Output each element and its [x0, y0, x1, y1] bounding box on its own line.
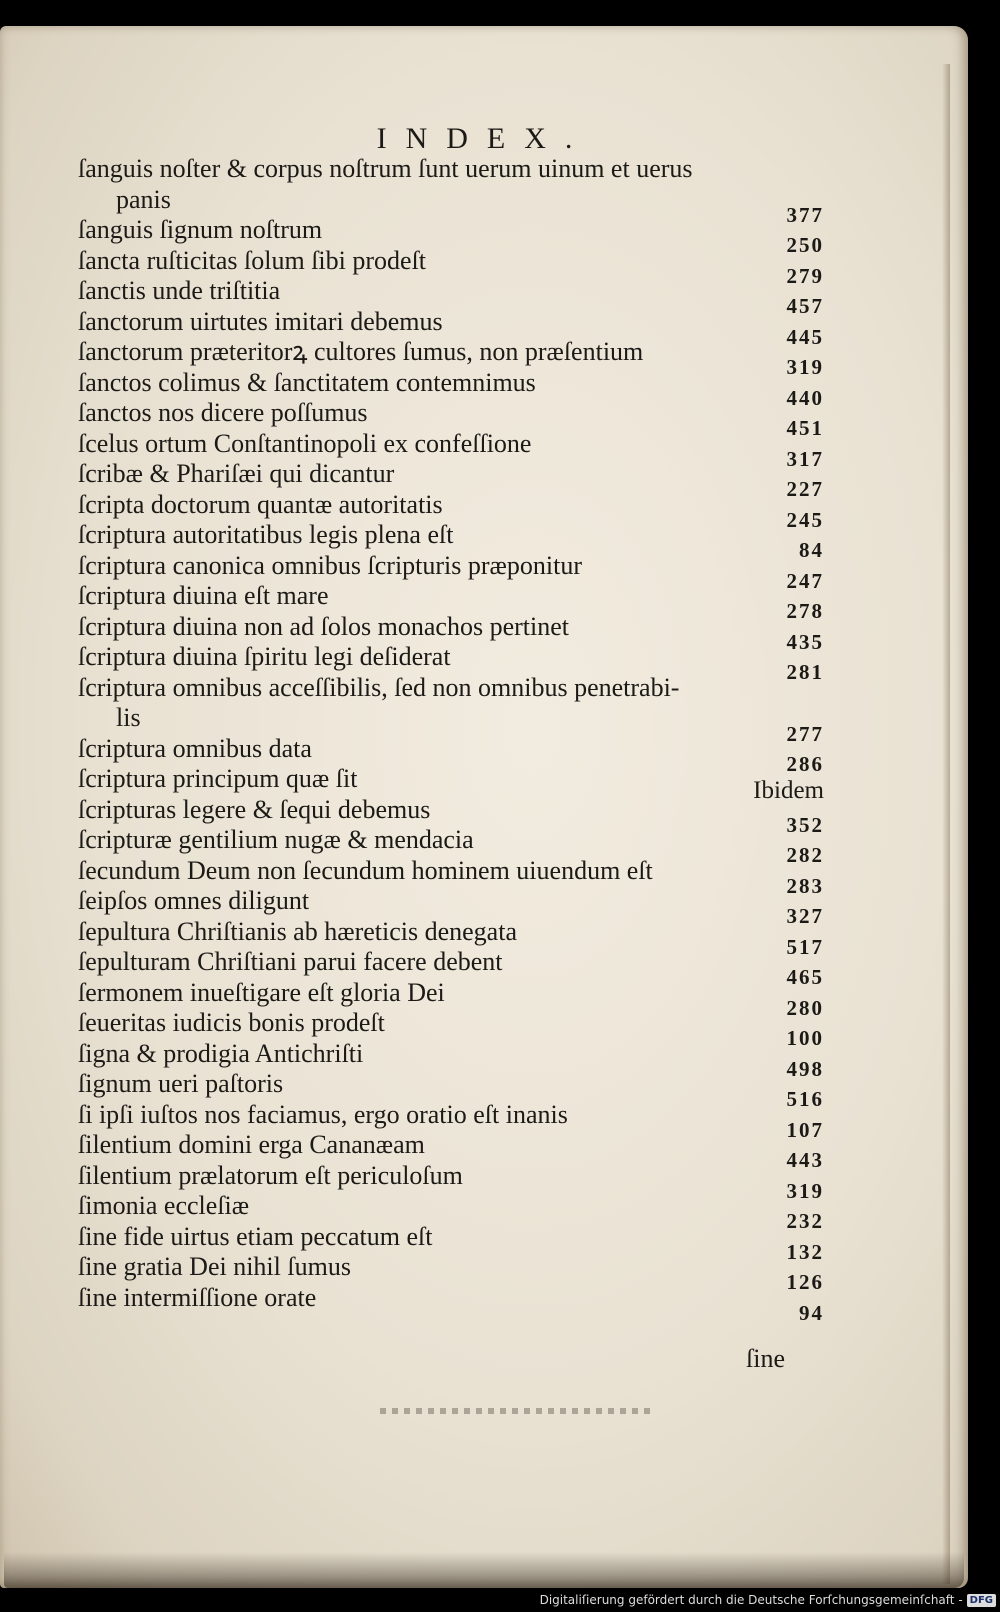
- entry-page-number: 280: [786, 995, 824, 1020]
- entry-page-number: 250: [786, 233, 824, 257]
- entry-text: ſine gratia Dei nihil ſumus: [78, 1252, 351, 1281]
- page-edge-shadow: [942, 64, 950, 1584]
- entry-page-number: 465: [786, 965, 824, 989]
- entry-page-number: 377: [786, 203, 824, 227]
- entry-text: ſcelus ortum Conſtantinopoli ex confeſſione: [78, 428, 532, 458]
- entry-page-number: 319: [786, 355, 824, 379]
- entry-continuation: panis: [116, 184, 171, 214]
- index-entry: [78, 825, 824, 867]
- entry-text: ſcripturæ gentilium nugæ & mendacia: [78, 825, 474, 854]
- page-bottom-shadow: [4, 1552, 964, 1588]
- dfg-logo: DFG: [967, 1594, 996, 1607]
- digitization-credit: [540, 1590, 996, 1610]
- entry-page-number: 281: [786, 660, 824, 684]
- entry-text: ſanctos nos dicere poſſumus: [78, 398, 368, 427]
- entry-text: ſilentium domini erga Cananæam: [78, 1130, 425, 1159]
- entry-text: ſcriptura diuina non ad ſolos monachos pertinet: [78, 611, 569, 641]
- entry-page-number: 517: [786, 934, 824, 959]
- index-entry: [78, 764, 824, 804]
- entry-page-number: 352: [786, 812, 824, 837]
- entry-page-number: 107: [786, 1117, 824, 1142]
- entry-page-number: 278: [786, 599, 824, 623]
- index-entry: [78, 886, 824, 928]
- entry-text: ſermonem inueſtigare eſt gloria Dei: [78, 977, 445, 1007]
- entry-text: ſancta ruſticitas ſolum ſibi prodeſt: [78, 245, 427, 275]
- entry-text: ſecundum Deum non ſecundum hominem uiuendum eſt: [78, 855, 653, 885]
- entry-text: ſeipſos omnes diligunt: [78, 886, 310, 915]
- entry-page-number: 100: [786, 1026, 824, 1050]
- entry-page-number: 317: [786, 446, 824, 471]
- entry-page-number: 443: [786, 1148, 824, 1172]
- entry-page-number: 245: [786, 507, 824, 532]
- entry-text: ſimonia eccleſiæ: [78, 1191, 250, 1220]
- entry-page-number: 126: [786, 1270, 824, 1294]
- entry-page-number: 283: [786, 873, 824, 898]
- entry-page-number: 498: [786, 1056, 824, 1081]
- index-entry: [78, 520, 824, 562]
- entry-page-number: 232: [786, 1209, 824, 1233]
- entry-text: ſanctos colimus & ſanctitatem contemnimus: [78, 367, 536, 397]
- catchword: ſine: [746, 1344, 785, 1373]
- page-title: INDEX.: [376, 122, 592, 155]
- index-entry: [78, 581, 824, 623]
- entry-text: ſcriptura principum quæ ſit: [78, 764, 358, 793]
- entry-text: ſanctorum uirtutes imitari debemus: [78, 306, 443, 336]
- entry-text: ſcripta doctorum quantæ autoritatis: [78, 489, 443, 519]
- entry-page-number: 516: [786, 1087, 824, 1111]
- entry-page-number: Ibidem: [753, 777, 824, 804]
- index-entry: [78, 1252, 824, 1294]
- entry-text: ſcriptura diuina eſt mare: [78, 581, 329, 610]
- index-entry: [78, 642, 824, 684]
- entry-page-number: 319: [786, 1178, 824, 1203]
- entry-text: ſilentium prælatorum eſt periculoſum: [78, 1160, 463, 1190]
- index-entry: [78, 154, 824, 227]
- index-entry: [78, 398, 824, 440]
- index-entry: [78, 794, 824, 837]
- index-entry: [78, 947, 824, 989]
- entry-page-number: 445: [786, 324, 824, 349]
- index-entry: [78, 1069, 824, 1111]
- entry-continuation: lis: [116, 703, 141, 732]
- entry-text: ſanguis ſignum noſtrum: [78, 215, 323, 244]
- entry-page-number: 457: [786, 294, 824, 318]
- entry-text: ſcriptura omnibus data: [78, 733, 312, 763]
- entry-text: ſine fide uirtus etiam peccatum eſt: [78, 1221, 433, 1251]
- entry-text: ſanctis unde triſtitia: [78, 276, 281, 305]
- entry-text: ſigna & prodigia Antichriſti: [78, 1038, 364, 1068]
- entry-text: ſepultura Chriſtianis ab hæreticis denegata: [78, 916, 517, 946]
- entry-page-number: 451: [786, 416, 824, 440]
- entry-page-number: 132: [786, 1239, 824, 1264]
- entry-page-number: 84: [799, 538, 824, 562]
- entry-text: ſepulturam Chriſtiani parui facere debent: [78, 947, 503, 976]
- entry-page-number: 227: [786, 477, 824, 501]
- entry-text: ſignum ueri paſtoris: [78, 1069, 284, 1098]
- entry-text: ſeueritas iudicis bonis prodeſt: [78, 1008, 385, 1037]
- faint-ornament: [380, 1408, 650, 1414]
- entry-text: ſcriptura canonica omnibus ſcripturis præponitur: [78, 550, 582, 580]
- entry-text: ſcribæ & Phariſæi qui dicantur: [78, 459, 395, 488]
- book-page: [0, 26, 968, 1588]
- entry-text: ſi ipſi iuſtos nos faciamus, ergo oratio eſt inanis: [78, 1099, 568, 1129]
- entry-page-number: 279: [786, 263, 824, 288]
- index-entry-list: [78, 154, 824, 1325]
- index-entry: [78, 459, 824, 501]
- entry-text: ſine intermiſſione orate: [78, 1282, 317, 1312]
- index-entry: [78, 1130, 824, 1172]
- entry-text: ſanguis noſter & corpus noſtrum ſunt uerum uinum et uerus: [78, 154, 693, 183]
- entry-page-number: 440: [786, 385, 824, 410]
- entry-text: ſcriptura autoritatibus legis plena eſt: [78, 520, 454, 549]
- index-entry: [78, 1008, 824, 1050]
- entry-page-number: 94: [799, 1300, 824, 1325]
- index-entry: [78, 337, 824, 379]
- entry-text: ſcriptura omnibus acceſſibilis, ſed non omnibus penetrabi-: [78, 672, 680, 702]
- index-entry: [78, 276, 824, 318]
- entry-page-number: 282: [786, 843, 824, 867]
- entry-page-number: 327: [786, 904, 824, 928]
- entry-page-number: 286: [786, 751, 824, 776]
- index-entry: [78, 1191, 824, 1233]
- credit-text: Digitaliſierung gefördert durch die Deutsche Forſchungsgemeinſchaft -: [539, 1593, 963, 1607]
- entry-text: ſanctorum præteritorꝝ cultores ſumus, non præſentium: [78, 337, 644, 366]
- entry-page-number: 247: [786, 568, 824, 593]
- entry-text: ſcriptura diuina ſpiritu legi deſiderat: [78, 642, 451, 671]
- entry-page-number: 277: [786, 721, 824, 746]
- entry-text: ſcripturas legere & ſequi debemus: [78, 794, 431, 824]
- entry-page-number: 435: [786, 629, 824, 654]
